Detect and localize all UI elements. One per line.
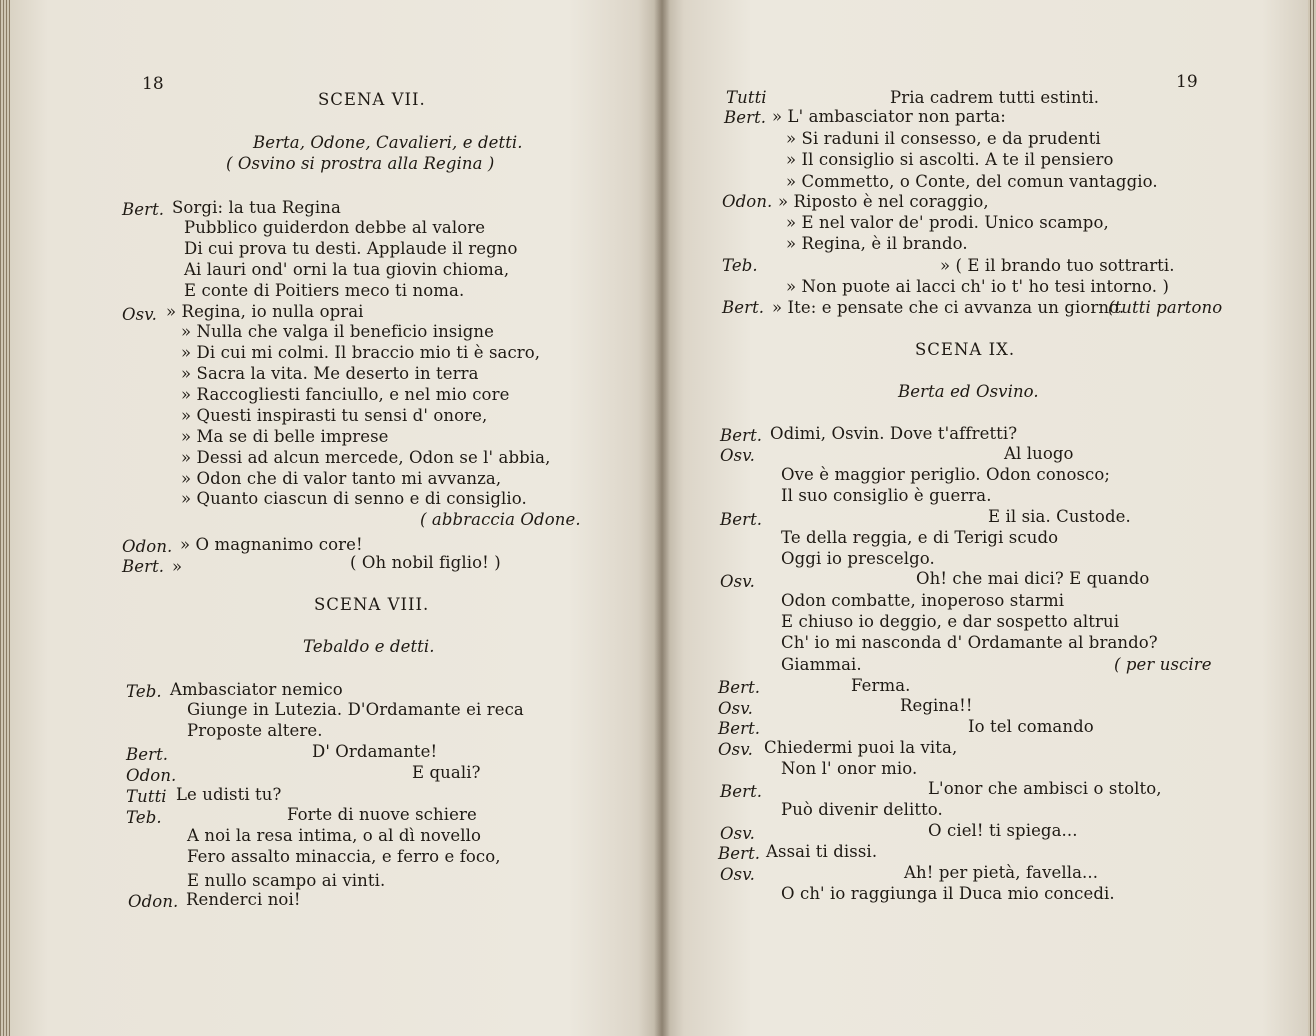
- verse-line: » Ma se di belle imprese: [181, 427, 389, 446]
- stage-direction: ( per uscire: [1114, 655, 1212, 674]
- verse-line: Fero assalto minaccia, e ferro e foco,: [187, 847, 501, 866]
- speaker-label: Teb.: [722, 256, 758, 275]
- verse-line: » E nel valor de' prodi. Unico scampo,: [786, 213, 1109, 232]
- speaker-label: Bert.: [718, 719, 761, 738]
- verse-line: Di cui prova tu desti. Applaude il regno: [184, 239, 518, 258]
- speaker-label: Osv.: [122, 305, 158, 324]
- scene-title: SCENA VII.: [318, 90, 426, 109]
- verse-line: Il suo consiglio è guerra.: [781, 486, 992, 505]
- verse-line: ( Oh nobil figlio! ): [350, 553, 501, 572]
- verse-line: » Riposto è nel coraggio,: [778, 192, 989, 211]
- verse-line: O ch' io raggiunga il Duca mio concedi.: [781, 884, 1115, 903]
- speaker-label: Teb.: [126, 682, 162, 701]
- speaker-label: Osv.: [720, 865, 756, 884]
- verse-line: Forte di nuove schiere: [287, 805, 477, 824]
- verse-line: » Questi inspirasti tu sensi d' onore,: [181, 406, 488, 425]
- verse-line: Regina!!: [900, 696, 973, 715]
- verse-line: Ferma.: [851, 676, 911, 695]
- speaker-label: Bert.: [122, 557, 165, 576]
- verse-line: » Quanto ciascun di senno e di consiglio.: [181, 489, 527, 508]
- verse-line: » Il consiglio si ascolti. A te il pensiero: [786, 150, 1114, 169]
- verse-line: Odon combatte, inoperoso starmi: [781, 591, 1065, 610]
- verse-line: Chiedermi puoi la vita,: [764, 738, 958, 757]
- verse-line: Io tel comando: [968, 717, 1094, 736]
- speaker-label: Odon.: [128, 892, 179, 911]
- verse-line: E chiuso io deggio, e dar sospetto altrui: [781, 612, 1120, 631]
- verse-line: » Ite: e pensate che ci avvanza un giorno.: [772, 298, 1125, 317]
- verse-line: Ove è maggior periglio. Odon conosco;: [781, 465, 1111, 484]
- scene-characters: Berta ed Osvino.: [898, 382, 1039, 401]
- speaker-label: Bert.: [720, 782, 763, 801]
- speaker-label: Osv.: [720, 572, 756, 591]
- verse-line: E il sia. Custode.: [988, 507, 1131, 526]
- stage-direction: ( Osvino si prostra alla Regina ): [226, 154, 495, 173]
- verse-line: Ai lauri ond' orni la tua giovin chioma,: [184, 260, 510, 279]
- verse-line: » O magnanimo core!: [180, 535, 363, 554]
- scene-characters: Berta, Odone, Cavalieri, e detti.: [253, 133, 523, 152]
- verse-line: » Di cui mi colmi. Il braccio mio ti è sacro,: [181, 343, 541, 362]
- verse-line: Può divenir delitto.: [781, 800, 943, 819]
- page-edges-right: [1308, 0, 1316, 1036]
- verse-line: » Nulla che valga il beneficio insigne: [181, 322, 494, 341]
- verse-line: E nullo scampo ai vinti.: [187, 871, 386, 890]
- verse-line: Ah! per pietà, favella...: [904, 863, 1099, 882]
- verse-line: Ambasciator nemico: [170, 680, 343, 699]
- verse-line: D' Ordamante!: [312, 742, 438, 761]
- speaker-label: Tutti: [726, 88, 767, 107]
- verse-line: Pubblico guiderdon debbe al valore: [184, 218, 486, 237]
- speaker-label: Teb.: [126, 808, 162, 827]
- scene-title: SCENA VIII.: [314, 595, 430, 614]
- verse-line: Proposte altere.: [187, 721, 323, 740]
- speaker-label: Odon.: [126, 766, 177, 785]
- speaker-label: Odon.: [122, 537, 173, 556]
- verse-line: » ( E il brando tuo sottrarti.: [940, 256, 1175, 275]
- verse-line: A noi la resa intima, o al dì novello: [187, 826, 482, 845]
- scene-characters: Tebaldo e detti.: [303, 637, 435, 656]
- verse-line: Non l' onor mio.: [781, 759, 918, 778]
- verse-line: Sorgi: la tua Regina: [172, 198, 341, 217]
- verse-line: Oggi io prescelgo.: [781, 549, 935, 568]
- verse-line: Le udisti tu?: [176, 785, 282, 804]
- verse-line: » Si raduni il consesso, e da prudenti: [786, 129, 1101, 148]
- speaker-label: Bert.: [724, 108, 767, 127]
- scene-title: SCENA IX.: [915, 340, 1016, 359]
- speaker-label: Bert.: [122, 200, 165, 219]
- verse-line: O ciel! ti spiega...: [928, 821, 1078, 840]
- verse-line: Giunge in Lutezia. D'Ordamante ei reca: [187, 700, 524, 719]
- verse-line: » Sacra la vita. Me deserto in terra: [181, 364, 479, 383]
- stage-direction: ( abbraccia Odone.: [420, 510, 581, 529]
- verse-line: » Odon che di valor tanto mi avvanza,: [181, 469, 502, 488]
- verse-line: » Dessi ad alcun mercede, Odon se l' abbia,: [181, 448, 551, 467]
- page-number-right: 19: [1176, 72, 1198, 92]
- verse-line: Pria cadrem tutti estinti.: [890, 88, 1100, 107]
- speaker-label: Bert.: [718, 678, 761, 697]
- page-edges-left: [0, 0, 10, 1036]
- verse-line: » Raccogliesti fanciullo, e nel mio core: [181, 385, 510, 404]
- verse-line: Renderci noi!: [186, 890, 301, 909]
- book-gutter: [654, 0, 670, 1036]
- speaker-label: Osv.: [718, 699, 754, 718]
- verse-line: Giammai.: [781, 655, 862, 674]
- verse-line: » L' ambasciator non parta:: [772, 107, 1006, 126]
- speaker-label: Odon.: [722, 192, 773, 211]
- verse-line: » Regina, è il brando.: [786, 234, 968, 253]
- verse-line: Oh! che mai dici? E quando: [916, 569, 1150, 588]
- stage-direction: (tutti partono: [1108, 298, 1223, 317]
- speaker-label: Tutti: [126, 787, 167, 806]
- verse-line: E conte di Poitiers meco ti noma.: [184, 281, 465, 300]
- speaker-label: Osv.: [720, 446, 756, 465]
- verse-line: » Non puote ai lacci ch' io t' ho tesi intorno. ): [786, 277, 1169, 296]
- speaker-label: Bert.: [720, 510, 763, 529]
- verse-line: L'onor che ambisci o stolto,: [928, 779, 1162, 798]
- page-number-left: 18: [142, 74, 164, 94]
- speaker-label: Bert.: [126, 745, 169, 764]
- verse-line: Ch' io mi nasconda d' Ordamante al brando?: [781, 633, 1158, 652]
- verse-line: » Commetto, o Conte, del comun vantaggio.: [786, 172, 1158, 191]
- verse-line: » Regina, io nulla oprai: [166, 302, 364, 321]
- speaker-label: Bert.: [720, 426, 763, 445]
- speaker-label: Bert.: [722, 298, 765, 317]
- speaker-label: Osv.: [718, 740, 754, 759]
- verse-line: Al luogo: [1004, 444, 1074, 463]
- speaker-label: Bert.: [718, 844, 761, 863]
- verse-line: Assai ti dissi.: [766, 842, 878, 861]
- speaker-label: Osv.: [720, 824, 756, 843]
- verse-line: Te della reggia, e di Terigi scudo: [781, 528, 1059, 547]
- verse-line: Odimi, Osvin. Dove t'affretti?: [770, 424, 1018, 443]
- verse-line: E quali?: [412, 763, 481, 782]
- verse-line: »: [172, 557, 183, 576]
